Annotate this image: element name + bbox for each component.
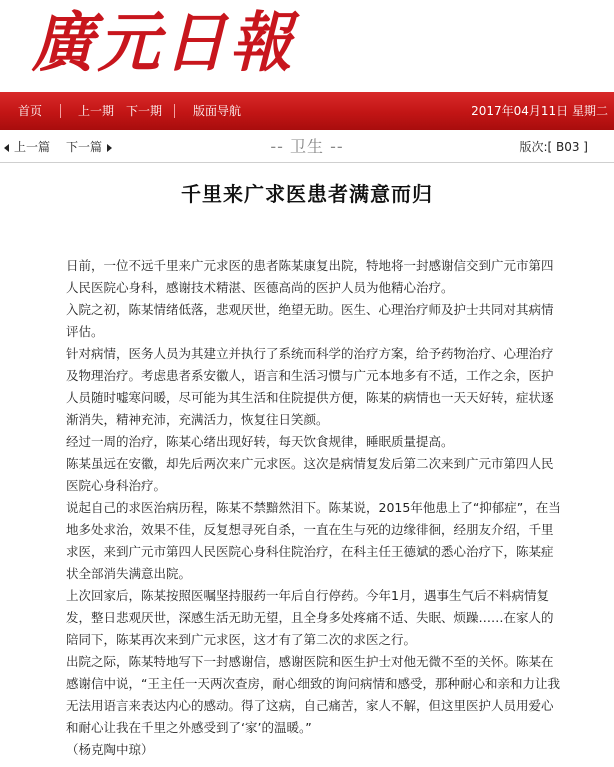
nav-prev-issue-link[interactable]: 上一期: [78, 104, 115, 118]
article-paragraph: 经过一周的治疗，陈某心绪出现好转，每天饮食规律，睡眠质量提高。: [66, 434, 454, 449]
section-name: -- 卫生 --: [270, 137, 344, 156]
article-body: [66, 255, 561, 761]
nav-divider: [174, 104, 175, 118]
newspaper-logo[interactable]: 廣元日報: [27, 4, 311, 81]
next-article-label: 下一篇: [66, 140, 103, 154]
page-number-label: 版次:[ B03 ]: [519, 140, 588, 154]
article-paragraph: 说起自己的求医治病历程，陈某不禁黯然泪下。陈某说，2015年他患上了“抑郁症”，在当地多处求治，效果不佳，反复想寻死自杀，一直在生与死的边缘徘徊，经朋友介绍，千里求医，来到广元市第四人民医院心身科住院治疗，在科主任王德斌的悉心治疗下，陈某症状全部消失满意出院。: [66, 500, 561, 581]
article-title: 千里来广求医患者满意而归: [181, 182, 433, 206]
article-paragraph: 出院之际，陈某特地写下一封感谢信，感谢医院和医生护士对他无微不至的关怀。陈某在感谢信中说，“王主任一天两次查房，耐心细致的询问病情和感受，那种耐心和亲和力让我无法用语言来表达内心的感动。得了这病，自己痛苦，家人不解，但这里医护人员用爱心和耐心让我在千里之外感受到了‘家’的温暖。”: [66, 654, 560, 735]
article-paragraph: 日前，一位不远千里来广元求医的患者陈某康复出院，特地将一封感谢信交到广元市第四人民医院心身科，感谢技术精湛、医德高尚的医护人员为他精心治疗。: [66, 258, 554, 295]
article-paragraph: 入院之初，陈某情绪低落，悲观厌世，绝望无助。医生、心理治疗师及护士共同对其病情评估。: [66, 302, 554, 339]
nav-divider: [60, 104, 61, 118]
main-nav-bar: [0, 92, 614, 130]
article-paragraph: 上次回家后，陈某按照医嘱坚持服药一年后自行停药。今年1月，遇事生气后不料病情复发，整日悲观厌世，深感生活无助无望，且全身多处疼痛不适、失眠、烦躁……在家人的陪同下，陈某再次来到广元求医，这才有了第二次的求医之行。: [66, 588, 554, 647]
article-author: （杨克陶中琼）: [66, 742, 154, 757]
nav-page-navigation-link[interactable]: 版面导航: [193, 104, 242, 118]
nav-next-issue-link[interactable]: 下一期: [126, 104, 163, 118]
masthead: [0, 0, 614, 92]
issue-date: 2017年04月11日 星期二: [471, 104, 608, 118]
article-paragraph: 针对病情，医务人员为其建立并执行了系统而科学的治疗方案，给予药物治疗、心理治疗及物理治疗。考虑患者系安徽人，语言和生活习惯与广元本地多有不适，工作之余，医护人员随时嘘寒问暖，尽可能为其生活和住院提供方便，陈某的病情也一天天好转，症状逐渐消失，精神充沛，充满活力，恢复往日笑颜。: [66, 346, 554, 427]
article-sub-bar: [0, 132, 614, 163]
nav-home-link[interactable]: 首页: [18, 104, 43, 118]
prev-article-label: 上一篇: [14, 140, 51, 154]
article-paragraph: 陈某虽远在安徽，却先后两次来广元求医。这次是病情复发后第二次来到广元市第四人民医院心身科治疗。: [66, 456, 554, 493]
